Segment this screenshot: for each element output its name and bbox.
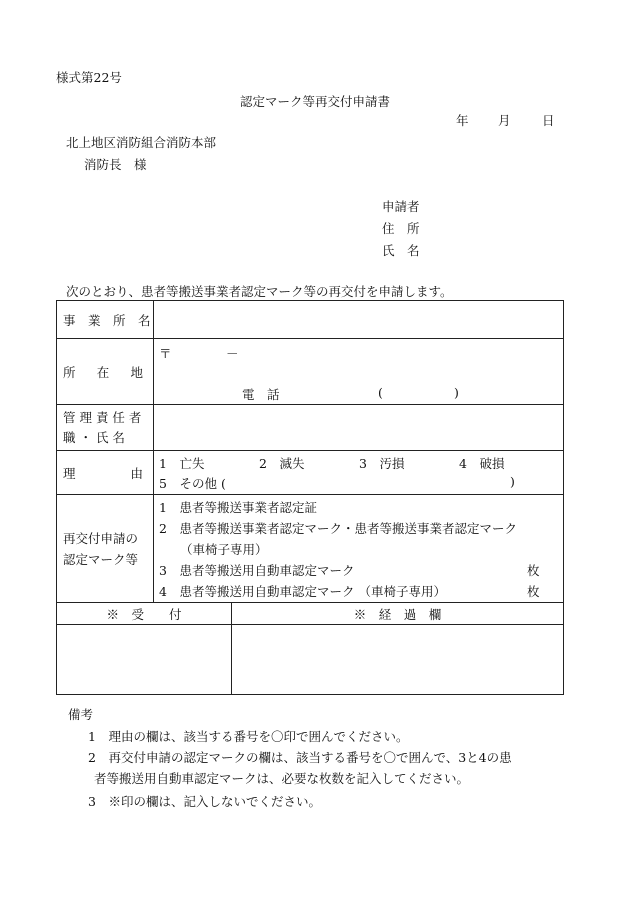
mark-text: 患者等搬送事業者認定証 (179, 500, 317, 515)
manager-field[interactable] (154, 405, 564, 451)
reason-num: 5 (159, 476, 167, 491)
reason-option-3[interactable] (359, 454, 404, 472)
phone-open-paren: ( (378, 385, 383, 400)
manager-label-line-1: 管 理 責 任 者 (63, 409, 142, 425)
mark-option-4-unit: 枚 (527, 584, 540, 599)
application-table (56, 300, 564, 695)
postal-mark: 〒 (159, 346, 172, 361)
reason-text: 破損 (479, 456, 505, 471)
reason-option-1[interactable] (159, 454, 204, 472)
reason-options (154, 451, 564, 495)
mark-option-2[interactable] (159, 519, 517, 537)
reason-label-char-2: 由 (130, 465, 143, 481)
reason-num: 1 (159, 456, 167, 471)
business-name-label: 事 業 所 名 (57, 301, 154, 339)
note-item-1 (88, 727, 408, 745)
note-num: 2 (88, 750, 96, 765)
location-label-char-3: 地 (130, 364, 143, 380)
reason-text: 汚損 (379, 456, 405, 471)
manager-label-line-2: 職 ・ 氏 名 (63, 429, 125, 445)
mark-num: 2 (159, 521, 167, 536)
applicant-name-label: 氏 名 (382, 243, 420, 258)
note-item-3 (88, 792, 321, 810)
applicant-label: 申請者 (382, 199, 420, 214)
intro-text: 次のとおり、患者等搬送事業者認定マーク等の再交付を申請します。 (66, 284, 453, 299)
mark-option-3[interactable] (159, 561, 354, 579)
location-field[interactable] (154, 339, 564, 405)
marks-label-line-2: 認定マーク等 (63, 551, 139, 567)
mark-num: 4 (159, 584, 167, 599)
phone-close-paren: ) (454, 385, 459, 400)
reason-num: 2 (259, 456, 267, 471)
reason-option-4[interactable] (459, 454, 504, 472)
location-row (57, 339, 564, 405)
location-label-char-2: 在 (96, 364, 110, 380)
mark-option-3-unit: 枚 (527, 563, 540, 578)
business-name-field[interactable] (154, 301, 564, 339)
marks-row (57, 495, 564, 603)
note-item-2-continued: 者等搬送用自動車認定マークは、必要な枚数を記入してください。 (94, 771, 470, 786)
reason-label (57, 451, 154, 495)
notes-heading: 備考 (68, 707, 94, 722)
mark-option-2-sub: （車椅子専用） (180, 542, 268, 557)
reason-text: 亡失 (179, 456, 205, 471)
progress-header: ※ 経 過 欄 (232, 603, 564, 625)
applicant-address-label: 住 所 (382, 221, 420, 236)
manager-label (57, 405, 154, 451)
reason-text: 滅失 (279, 456, 305, 471)
marks-label-line-1: 再交付申請の (63, 530, 139, 546)
manager-row (57, 405, 564, 451)
location-label (57, 339, 154, 405)
office-use-body-row (57, 625, 564, 695)
date-year: 年 (456, 113, 469, 128)
progress-field (232, 625, 564, 695)
note-text: ※印の欄は、記入しないでください。 (108, 794, 321, 809)
addressee-org: 北上地区消防組合消防本部 (66, 135, 217, 150)
postal-dash: － (226, 346, 239, 361)
mark-text: 患者等搬送用自動車認定マーク （車椅子専用） (179, 584, 446, 599)
reception-header: ※ 受 付 (57, 603, 232, 625)
marks-options (154, 495, 564, 603)
reason-num: 3 (359, 456, 367, 471)
reason-other-close: ) (510, 474, 515, 489)
date-month: 月 (498, 113, 511, 128)
reason-row (57, 451, 564, 495)
phone-label: 電 話 (242, 387, 280, 402)
addressee-chief: 消防長 様 (84, 157, 147, 172)
reason-option-2[interactable] (259, 454, 304, 472)
note-text: 理由の欄は、該当する番号を〇印で囲んでください。 (108, 729, 409, 744)
mark-num: 1 (159, 500, 167, 515)
mark-option-1[interactable] (159, 498, 317, 516)
note-num: 3 (88, 794, 96, 809)
date-day: 日 (542, 113, 555, 128)
office-use-header-row (57, 603, 564, 625)
marks-label (57, 495, 154, 603)
mark-option-4[interactable] (159, 582, 446, 600)
note-item-2 (88, 748, 512, 766)
reception-field (57, 625, 232, 695)
form-title: 認定マーク等再交付申請書 (239, 94, 390, 109)
business-name-row (57, 301, 564, 339)
mark-num: 3 (159, 563, 167, 578)
form-number: 様式第22号 (56, 70, 122, 85)
reason-other-text: その他 ( (179, 476, 226, 491)
reason-num: 4 (459, 456, 467, 471)
mark-text: 患者等搬送用自動車認定マーク (179, 563, 355, 578)
location-label-char-1: 所 (63, 364, 76, 380)
note-num: 1 (88, 729, 96, 744)
mark-text: 患者等搬送事業者認定マーク・患者等搬送事業者認定マーク (179, 521, 517, 536)
reason-label-char-1: 理 (63, 465, 76, 481)
reason-option-5[interactable] (159, 474, 226, 492)
note-text: 再交付申請の認定マークの欄は、該当する番号を〇で囲んで、3と4の患 (108, 750, 512, 765)
